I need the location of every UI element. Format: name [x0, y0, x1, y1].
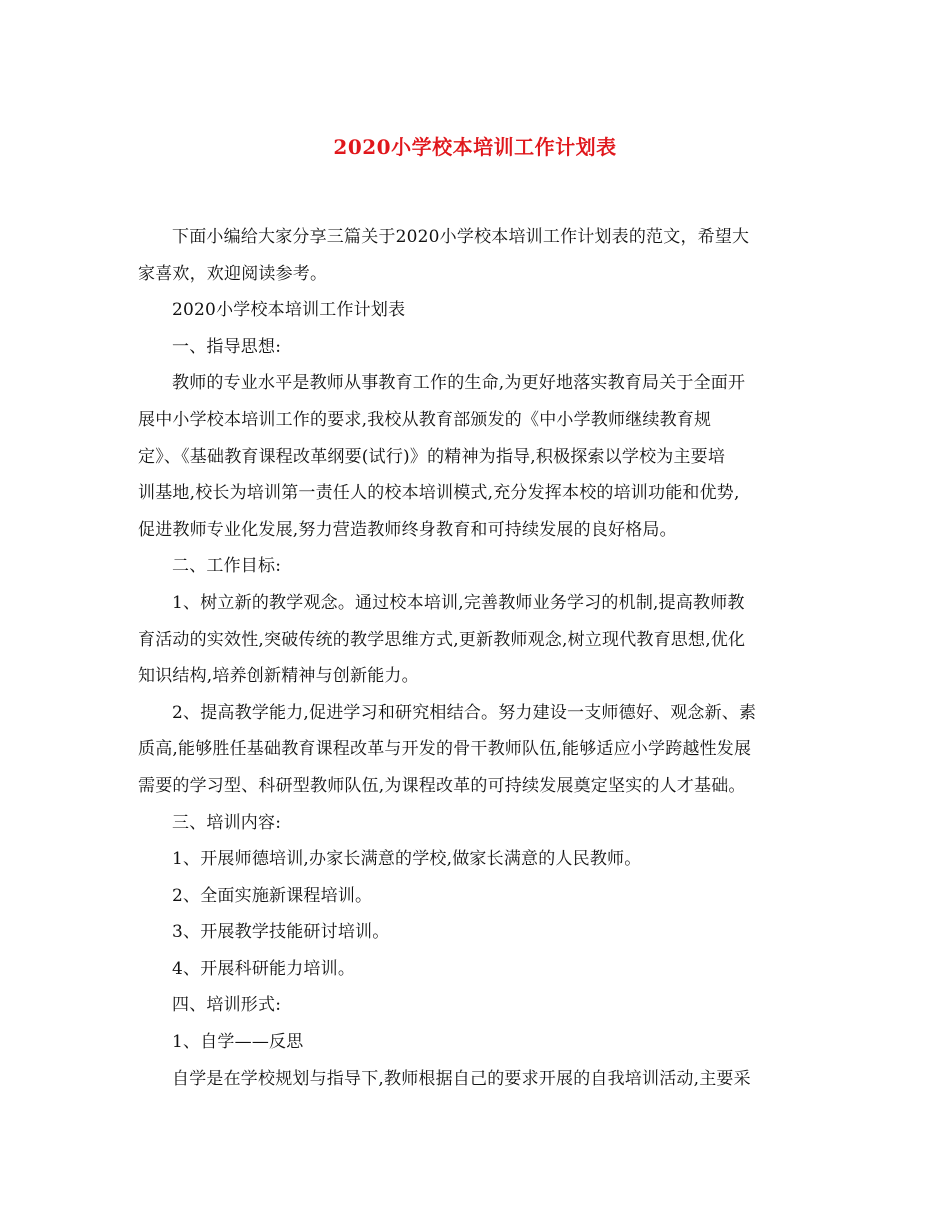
body-line: 2、提高教学能力,促进学习和研究相结合。努力建设一支师德好、观念新、素	[172, 702, 757, 723]
body-line: 三、培训内容:	[172, 812, 282, 833]
body-line: 知识结构,培养创新精神与创新能力。	[138, 666, 419, 687]
body-line: 需要的学习型、科研型教师队伍,为课程改革的可持续发展奠定坚实的人才基础。	[138, 775, 746, 796]
body-line: 2、全面实施新课程培训。	[172, 885, 373, 906]
body-line: 1、自学——反思	[172, 1032, 304, 1053]
body-line: 1、开展师德培训,办家长满意的学校,做家长满意的人民教师。	[172, 849, 642, 870]
body-line: 促进教师专业化发展,努力营造教师终身教育和可持续发展的良好格局。	[138, 519, 677, 540]
body-line: 教师的专业水平是教师从事教育工作的生命,为更好地落实教育局关于全面开	[172, 373, 746, 394]
body-line: 展中小学校本培训工作的要求,我校从教育部颁发的《中小学教师继续教育规	[138, 409, 712, 430]
body-line: 4、开展科研能力培训。	[172, 958, 356, 979]
body-line: 3、开展教学技能研讨培训。	[172, 922, 390, 943]
body-line: 定》、《基础教育课程改革纲要(试行)》的精神为指导,积极探索以学校为主要培	[138, 446, 726, 467]
body-line: 自学是在学校规划与指导下,教师根据自己的要求开展的自我培训活动,主要采	[172, 1068, 751, 1089]
body-line: 育活动的实效性,突破传统的教学思维方式,更新教师观念,树立现代教育思想,优化	[138, 629, 746, 650]
body-line: 2020小学校本培训工作计划表	[172, 300, 406, 321]
body-line: 1、树立新的教学观念。通过校本培训,完善教师业务学习的机制,提高教师教	[172, 592, 745, 613]
body-line: 一、指导思想:	[172, 336, 282, 357]
body-line: 训基地,校长为培训第一责任人的校本培训模式,充分发挥本校的培训功能和优势,	[138, 483, 740, 504]
body-line: 二、工作目标:	[172, 556, 282, 577]
body-line: 家喜欢，欢迎阅读参考。	[138, 263, 328, 284]
body-line: 四、培训形式:	[172, 995, 282, 1016]
document-title: 2020小学校本培训工作计划表	[333, 135, 617, 159]
body-line: 质高,能够胜任基础教育课程改革与开发的骨干教师队伍,能够适应小学跨越性发展	[138, 739, 752, 760]
document-body	[138, 219, 814, 1097]
body-line: 下面小编给大家分享三篇关于2020小学校本培训工作计划表的范文，希望大	[172, 227, 750, 247]
